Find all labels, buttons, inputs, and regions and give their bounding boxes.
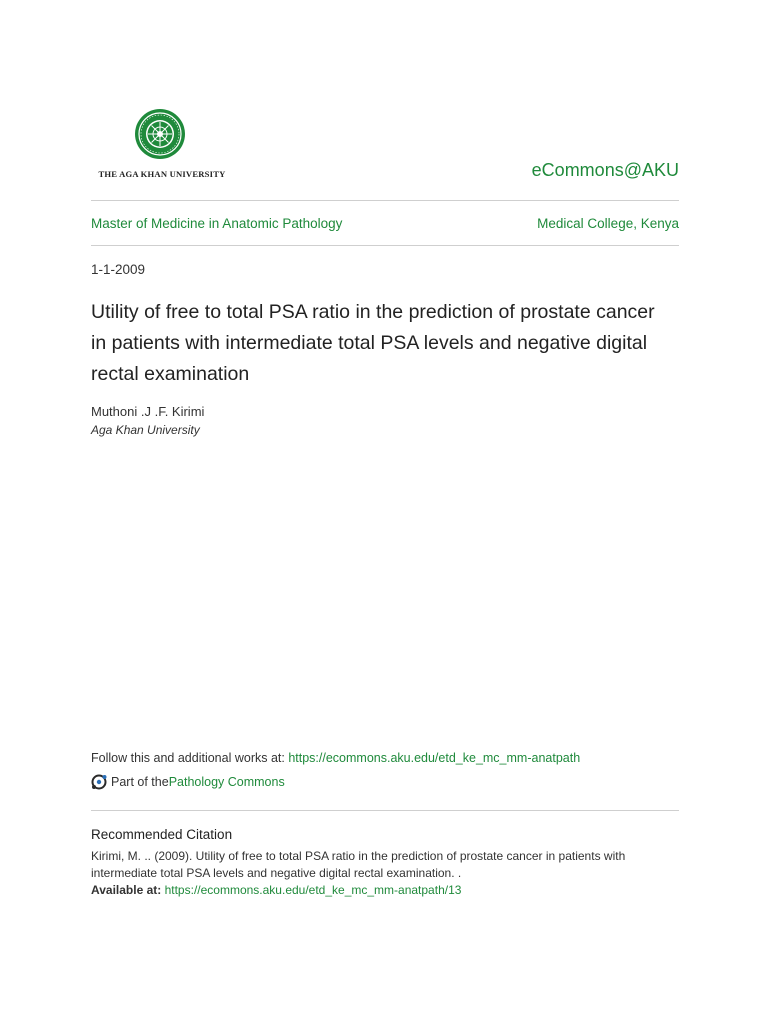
- recommended-citation-heading: Recommended Citation: [91, 827, 233, 842]
- follow-text: Follow this and additional works at:: [91, 751, 289, 765]
- citation-line-1: Kirimi, M. .. (2009). Utility of free to total PSA ratio in the prediction of prostate cancer in patients with: [91, 849, 626, 863]
- citation-line-2: intermediate total PSA levels and negative digital rectal examination. .: [91, 866, 462, 880]
- author-affiliation: Aga Khan University: [91, 423, 200, 437]
- citation-block: [91, 848, 691, 899]
- document-title: [91, 297, 691, 390]
- title-line-3: rectal examination: [91, 363, 250, 385]
- title-line-2: in patients with intermediate total PSA levels and negative digital: [91, 332, 648, 354]
- header-divider-top: [91, 200, 679, 201]
- part-of-prefix: Part of the: [111, 775, 169, 789]
- follow-line: [91, 751, 580, 765]
- program-link[interactable]: Master of Medicine in Anatomic Pathology: [91, 216, 343, 231]
- title-line-1: Utility of free to total PSA ratio in the prediction of prostate cancer: [91, 301, 655, 323]
- available-label: Available at:: [91, 883, 165, 897]
- university-logo: [91, 108, 233, 182]
- logo-caption: THE AGA KHAN UNIVERSITY: [98, 169, 226, 179]
- header-divider-bottom: [91, 245, 679, 246]
- author-name: Muthoni .J .F. Kirimi: [91, 404, 205, 419]
- part-of-line: [91, 774, 285, 790]
- college-link[interactable]: Medical College, Kenya: [537, 216, 679, 231]
- university-seal-icon: [134, 108, 186, 160]
- follow-link[interactable]: https://ecommons.aku.edu/etd_ke_mc_mm-anatpath: [288, 751, 581, 765]
- pathology-commons-link[interactable]: Pathology Commons: [168, 775, 285, 789]
- publication-date: 1-1-2009: [91, 262, 146, 277]
- ecommons-brand-link[interactable]: eCommons@AKU: [531, 160, 679, 180]
- available-link[interactable]: https://ecommons.aku.edu/etd_ke_mc_mm-anatpath/13: [164, 883, 462, 897]
- footer-divider: [91, 810, 679, 811]
- network-icon: [91, 774, 107, 790]
